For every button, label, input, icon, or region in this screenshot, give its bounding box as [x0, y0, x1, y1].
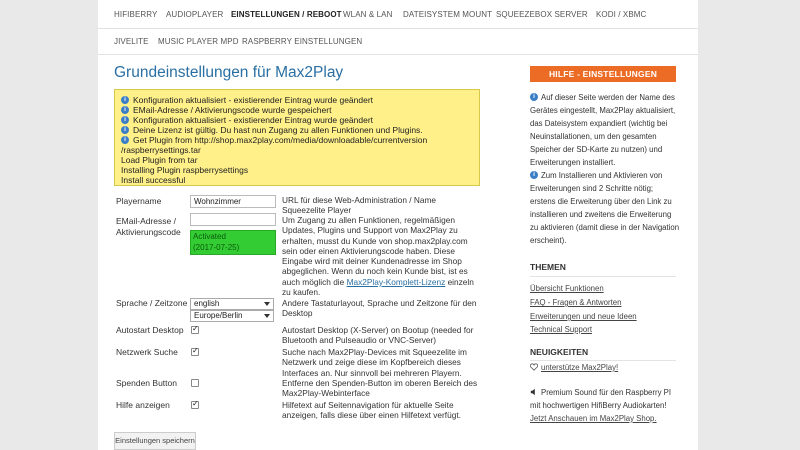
email-label — [116, 216, 181, 237]
themen-link-faq[interactable]: FAQ - Fragen & Antworten — [530, 298, 622, 307]
playername-description: URL für diese Web-Administration / Name Squeezelite Player — [282, 195, 437, 216]
info-message — [121, 135, 427, 145]
nav-item-squeezebox-server[interactable]: SQUEEZEBOX SERVER — [496, 10, 588, 19]
nav-item-filesystem-mount[interactable]: DATEISYSTEM MOUNT — [403, 10, 493, 19]
info-icon: i — [121, 116, 129, 124]
info-message-text: Deine Lizenz ist gültig. Du hast nun Zugang zu allen Funktionen und Plugins. — [133, 125, 423, 135]
themen-link-support[interactable]: Technical Support — [530, 325, 592, 334]
autostart-checkbox[interactable] — [191, 326, 199, 334]
help-text — [530, 92, 680, 169]
nav-item-wlan-lan[interactable]: WLAN & LAN — [343, 10, 393, 19]
info-icon: i — [121, 106, 129, 114]
playername-label: Playername — [116, 196, 162, 206]
news-text-content: Premium Sound für den Raspberry PI mit hochwertigen HifiBerry Audiokarten! — [530, 388, 672, 410]
timezone-select-value: Europe/Berlin — [194, 311, 243, 320]
speaker-icon — [530, 388, 538, 396]
info-message-text: Get Plugin from http://shop.max2play.com/media/downloadable/currentversion — [133, 135, 428, 145]
help-text-content: Auf dieser Seite werden der Name des Gerätes eingestellt, Max2Play aktualisiert, das Dateisystem expandiert (wichtig bei Neuinstallationen, um den gesamten Speicher der SD-Karte zu nutzen) und Erweiterungen installiert. — [530, 93, 676, 167]
info-icon: i — [530, 171, 538, 179]
activation-status: Activated — [193, 232, 226, 241]
nav-item-kodi-xbmc[interactable]: KODI / XBMC — [596, 10, 647, 19]
donate-button-description: Entferne den Spenden-Button im oberen Bereich des Max2Play-Webinterface — [282, 378, 478, 399]
email-description-text: Um Zugang zu allen Funktionen, regelmäßigen Updates, Plugins und Support von Max2Play zu erhalten, musst du Kunde von shop.max2play.com sein oder einen Aktivierungscode haben. Diese Eingabe wird mit deiner Kundenadresse im Shop abgeglichen. Wenn du noch kein Kunde bist, ist es auch möglich die — [282, 215, 468, 287]
info-message-text: EMail-Adresse / Aktivierungscode wurde gespeichert — [133, 105, 332, 115]
language-select[interactable] — [190, 298, 274, 310]
language-select-value: english — [194, 299, 220, 308]
news-text — [530, 387, 680, 426]
plain-message: Installing Plugin raspberrysettings — [121, 165, 249, 175]
language-label: Sprache / Zeitzone — [116, 298, 188, 308]
section-divider — [530, 276, 676, 277]
show-help-checkbox[interactable] — [191, 401, 199, 409]
autostart-label: Autostart Desktop — [116, 325, 184, 335]
nav-item-audioplayer[interactable]: AUDIOPLAYER — [166, 10, 224, 19]
support-item — [530, 363, 618, 372]
section-divider — [530, 360, 676, 361]
info-message — [121, 95, 373, 105]
page-title: Grundeinstellungen für Max2Play — [114, 64, 344, 81]
network-search-description: Suche nach Max2Play-Devices mit Squeezelite im Netzwerk und zeige diese im Kopfbereich dieses Interfaces an. Nur sinnvoll bei mehreren Playern. — [282, 347, 467, 378]
donate-button-label: Spenden Button — [116, 378, 177, 388]
nav-item-music-player-mpd[interactable]: MUSIC PLAYER MPD — [158, 37, 239, 46]
email-field[interactable] — [190, 213, 276, 226]
nav-item-hifiberry[interactable]: HIFIBERRY — [114, 10, 158, 19]
heart-icon — [530, 363, 538, 371]
info-icon: i — [121, 96, 129, 104]
themen-heading: THEMEN — [530, 262, 566, 272]
news-heading: NEUIGKEITEN — [530, 347, 589, 357]
plain-message: /raspberrysettings.tar — [121, 145, 201, 155]
help-settings-button[interactable]: HILFE - EINSTELLUNGEN — [530, 66, 676, 82]
help-text-content: Zum Installieren und Aktivieren von Erweiterungen sind 2 Schritte nötig; erstens die Erweiterung über den Link zu installieren und zweitens die Erweiterung zu aktivieren (damit diese in der Navigation erscheint). — [530, 171, 680, 245]
playername-input[interactable]: Wohnzimmer — [190, 195, 276, 208]
nav-divider — [98, 54, 698, 55]
network-search-checkbox[interactable] — [191, 348, 199, 356]
chevron-down-icon — [264, 302, 270, 306]
themen-link-features[interactable]: Übersicht Funktionen — [530, 284, 604, 293]
info-icon: i — [121, 126, 129, 134]
activation-status-badge — [190, 230, 276, 255]
status-message-box — [114, 89, 480, 186]
info-message — [121, 125, 423, 135]
show-help-label: Hilfe anzeigen — [116, 400, 170, 410]
email-label-line: Aktivierungscode — [116, 226, 181, 237]
page-container — [98, 0, 698, 450]
activation-date: (2017-07-25) — [193, 242, 240, 252]
plain-message: Load Plugin from tar — [121, 155, 198, 165]
themen-link-extensions[interactable]: Erweiterungen und neue Ideen — [530, 312, 637, 321]
nav-divider — [98, 28, 698, 29]
email-description — [282, 215, 480, 297]
network-search-label: Netzwerk Suche — [116, 347, 178, 357]
info-icon: i — [121, 136, 129, 144]
email-label-line: EMail-Adresse / — [116, 216, 176, 226]
donate-button-checkbox[interactable] — [191, 379, 199, 387]
info-message-text: Konfiguration aktualisiert - existierender Eintrag wurde geändert — [133, 95, 374, 105]
plain-message: Install successful — [121, 175, 186, 185]
nav-item-settings-reboot[interactable]: EINSTELLUNGEN / REBOOT — [231, 10, 342, 19]
language-description: Andere Tastaturlayout, Sprache und Zeitzone für den Desktop — [282, 298, 477, 319]
info-message — [121, 115, 373, 125]
info-message-text: Konfiguration aktualisiert - existierender Eintrag wurde geändert — [133, 115, 374, 125]
license-link[interactable]: Max2Play-Komplett-Lizenz — [346, 276, 446, 287]
nav-item-raspberry-settings[interactable]: RASPBERRY EINSTELLUNGEN — [242, 37, 363, 46]
support-link[interactable]: unterstütze Max2Play! — [541, 363, 619, 372]
help-text — [530, 170, 680, 247]
email-description-end: einzeln zu kaufen. — [282, 276, 474, 298]
save-button[interactable]: Einstellungen speichern — [114, 432, 196, 450]
nav-item-jivelite[interactable]: JIVELITE — [114, 37, 149, 46]
info-icon: i — [530, 93, 538, 101]
autostart-description: Autostart Desktop (X-Server) on Bootup (needed for Bluetooth and Pulseaudio or VNC-Server) — [282, 325, 474, 346]
info-message — [121, 105, 331, 115]
timezone-select[interactable] — [190, 310, 274, 322]
chevron-down-icon — [264, 314, 270, 318]
shop-link[interactable]: Jetzt Anschauen im Max2Play Shop. — [530, 413, 657, 423]
show-help-description: Hilfetext auf Seitennavigation für aktuelle Seite anzeigen, falls diese über einen Hilfetext verfügt. — [282, 400, 461, 421]
